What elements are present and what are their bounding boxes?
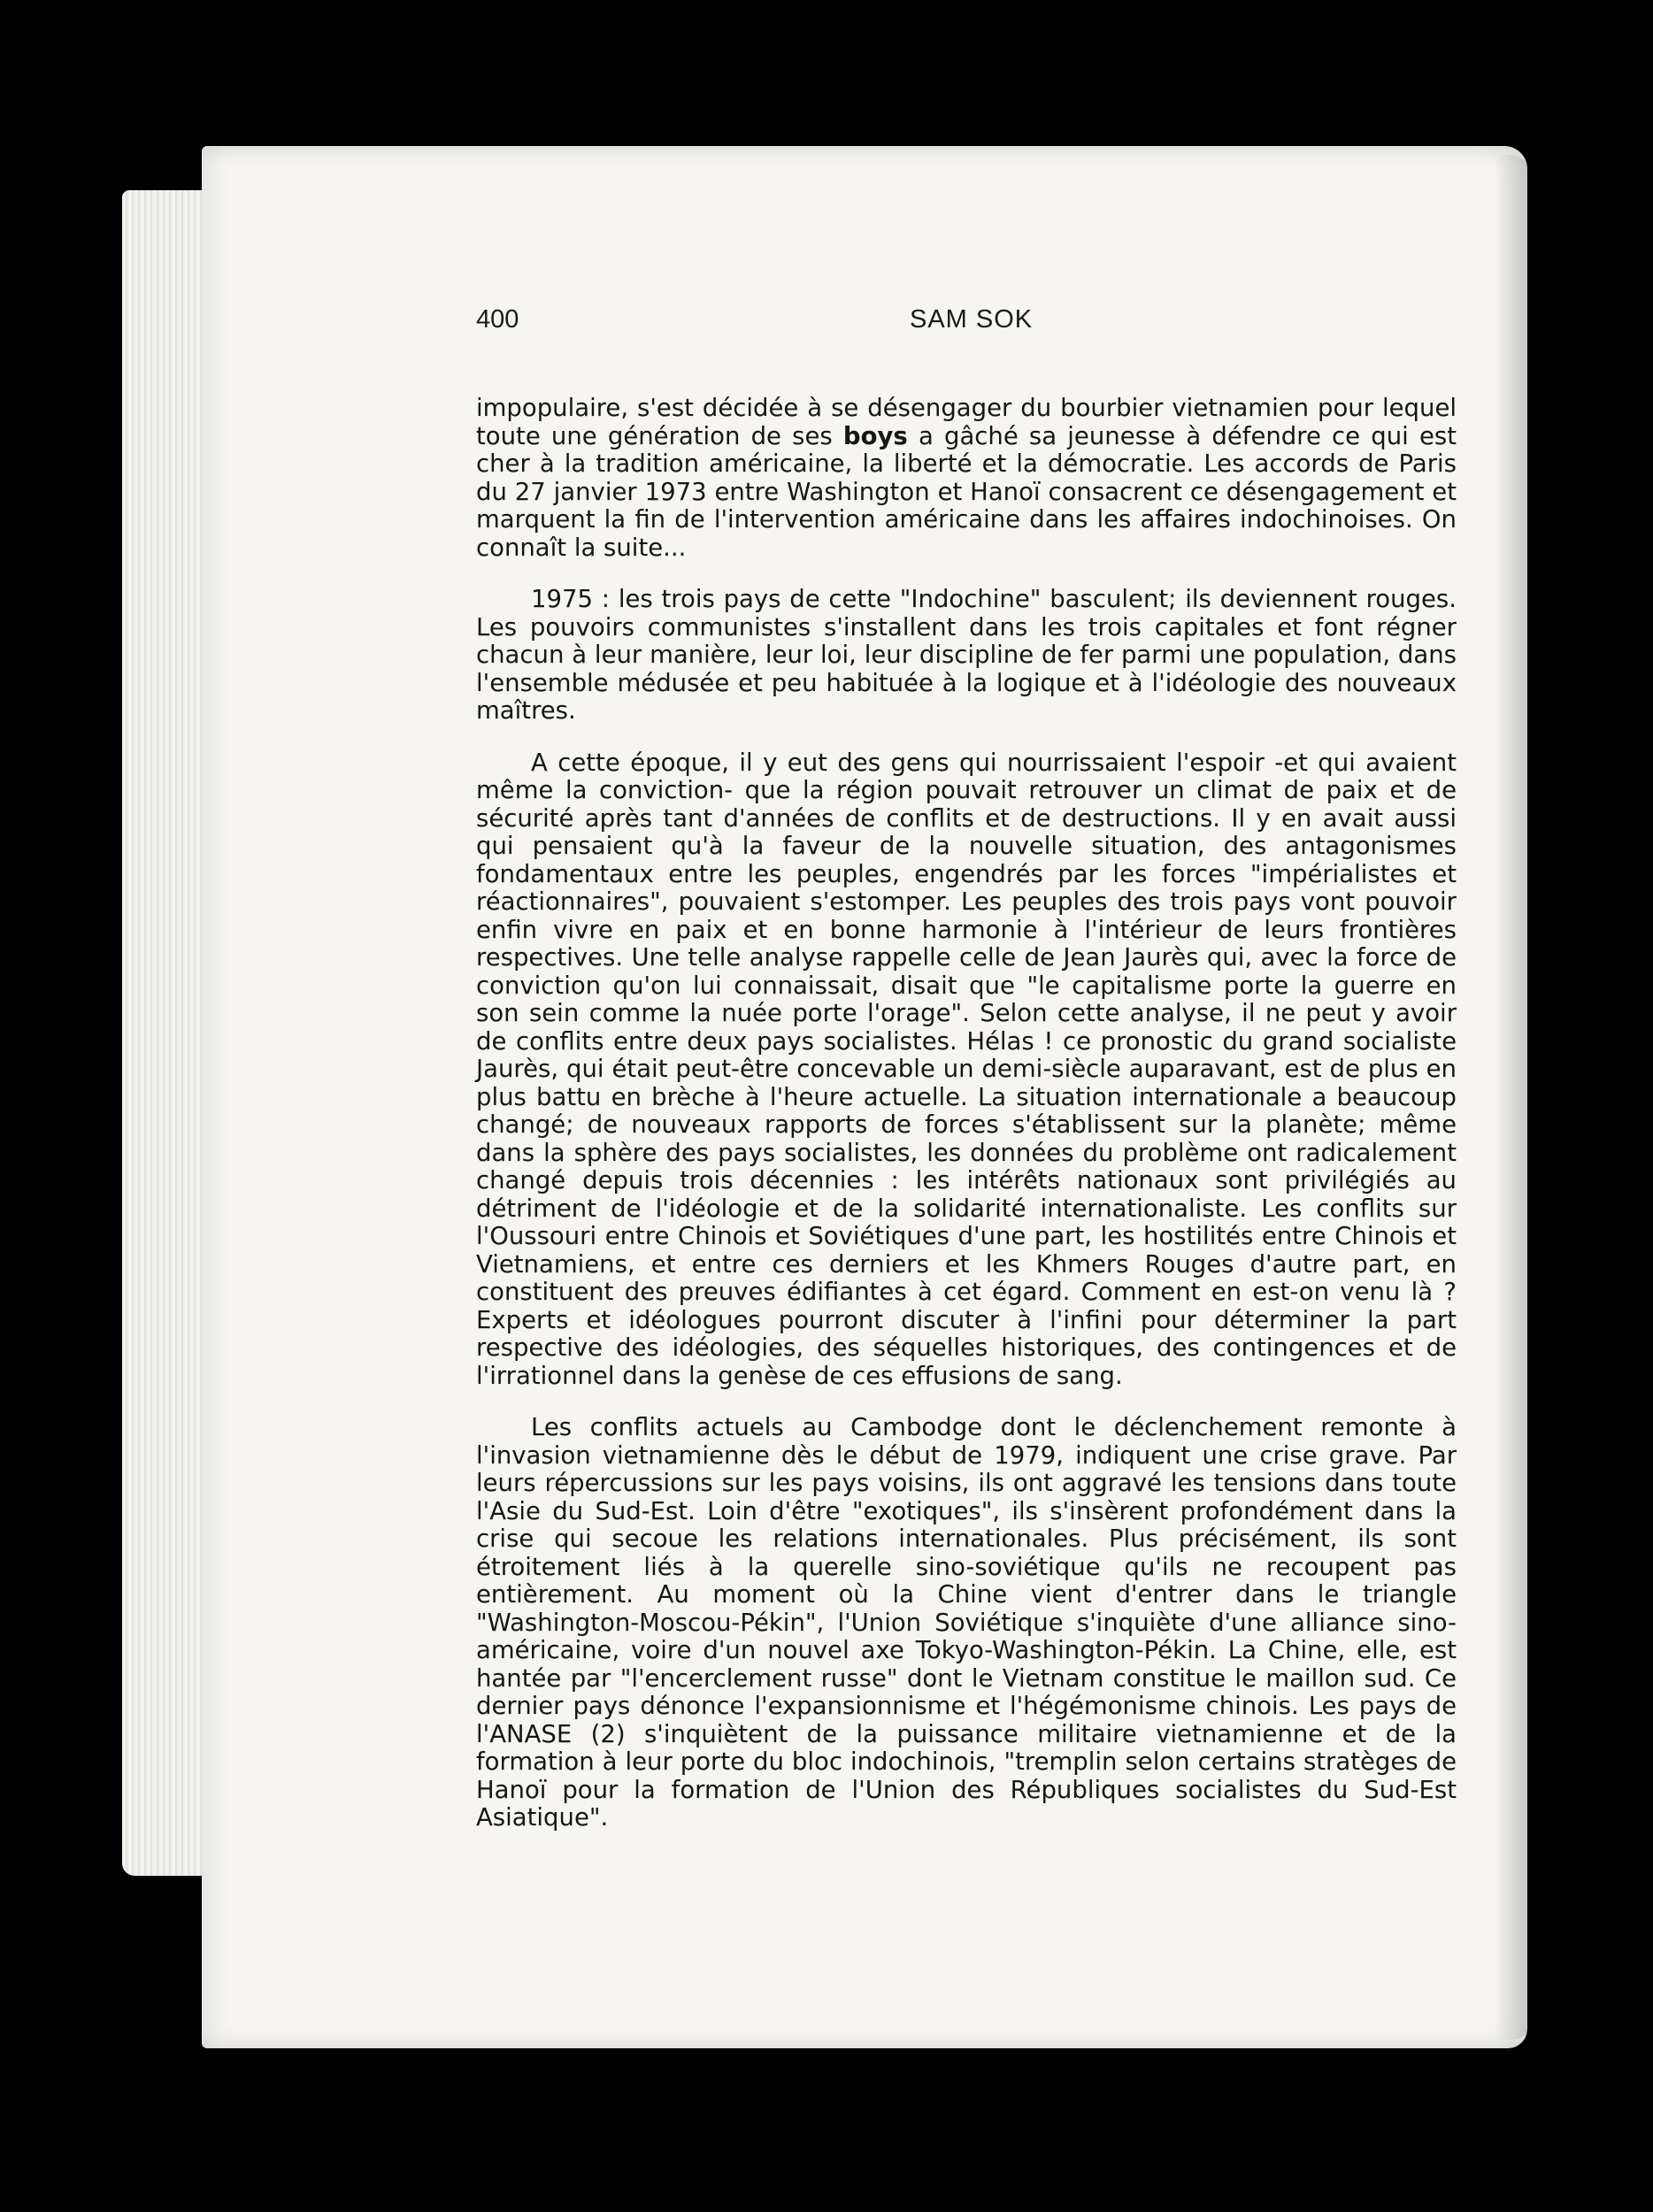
paragraph-1: [476, 395, 1457, 562]
paragraph-2: 1975 : les trois pays de cette "Indochine" basculent; ils deviennent rouges. Les pouvoirs communistes s'installent dans les trois capitales et font régner chacun à leur manière, leur loi, leur discipline de fer parmi une population, dans l'ensemble médusée et peu habituée à la logique et à l'idéologie des nouveaux maîtres.: [476, 585, 1457, 725]
paragraph-1-start: impopulaire, s'est décidée à se désengager du bourbier vietnamien pour lequel toute une génération de ses: [476, 394, 1457, 450]
paragraph-3: A cette époque, il y eut des gens qui nourrissaient l'espoir -et qui avaient même la conviction- que la région pouvait retrouver un climat de paix et de sécurité après tant d'années de conflits et de destructions. Il y en avait aussi qui pensaient qu'à la faveur de la nouvelle situation, des antagonismes fondamentaux entre les peuples, engendrés par les forces "impérialistes et réactionnaires", pouvaient s'estomper. Les peuples des trois pays vont pouvoir enfin vivre en paix et en bonne harmonie à l'intérieur de leurs frontières respectives. Une telle analyse rappelle celle de Jean Jaurès qui, avec la force de conviction qu'on lui connaissait, disait que "le capitalisme porte la guerre en son sein comme la nuée porte l'orage". Selon cette analyse, il ne peut y avoir de conflits entre deux pays socialistes. Hélas ! ce pronostic du grand socialiste Jaurès, qui était peut-être concevable un demi-siècle auparavant, est de plus en plus battu en brèche à l'heure actuelle. La situation internationale a beaucoup changé; de nouveaux rapports de forces s'établissent sur la planète; même dans la sphère des pays socialistes, les données du problème ont radicalement changé depuis trois décennies : les intérêts nationaux sont privilégiés au détriment de l'idéologie et de la solidarité internationaliste. Les conflits sur l'Oussouri entre Chinois et Soviétiques d'une part, les hostilités entre Chinois et Vietnamiens, et entre ces derniers et les Khmers Rouges d'autre part, en constituent des preuves édifiantes à cet égard. Comment en est-on venu là ? Experts et idéologues pourront discuter à l'infini pour déterminer la part respective des idéologies, des séquelles historiques, des contingences et de l'irrationnel dans la genèse de ces effusions de sang.: [476, 748, 1457, 1390]
page-number: 400: [476, 305, 519, 334]
body-text: [476, 395, 1457, 1832]
emphasized-word: boys: [842, 421, 908, 450]
running-head: SAM SOK: [910, 305, 1034, 334]
page-header: [476, 305, 1467, 349]
paragraph-4: Les conflits actuels au Cambodge dont le déclenchement remonte à l'invasion vietnamienne dès le début de 1979, indiquent une crise grave. Par leurs répercussions sur les pays voisins, ils ont aggravé les tensions dans toute l'Asie du Sud-Est. Loin d'être "exotiques", ils s'insèrent profondément dans la crise qui secoue les relations internationales. Plus précisément, ils sont étroitement liés à la querelle sino-soviétique qu'ils ne recoupent pas entièrement. Au moment où la Chine vient d'entrer dans le triangle "Washington-Moscou-Pékin", l'Union Soviétique s'inquiète d'une alliance sino-américaine, voire d'un nouvel axe Tokyo-Washington-Pékin. La Chine, elle, est hantée par "l'encerclement russe" dont le Vietnam constitue le maillon sud. Ce dernier pays dénonce l'expansionnisme et l'hégémonisme chinois. Les pays de l'ANASE (2) s'inquiètent de la puissance militaire vietnamienne et de la formation à leur porte du bloc indochinois, "tremplin selon certains stratèges de Hanoï pour la formation de l'Union des Républiques socialistes du Sud-Est Asiatique".: [476, 1413, 1457, 1832]
page-curl-shadow: [1495, 155, 1531, 2039]
paragraph-1-end: a gâché sa jeunesse à défendre ce qui est cher à la tradition américaine, la liberté et la démocratie. Les accords de Paris du 27 janvier 1973 entre Washington et Hanoï consacrent ce désengagement et marquent la fin de l'intervention américaine dans les affaires indochinoises. On connaît la suite...: [476, 421, 1457, 562]
